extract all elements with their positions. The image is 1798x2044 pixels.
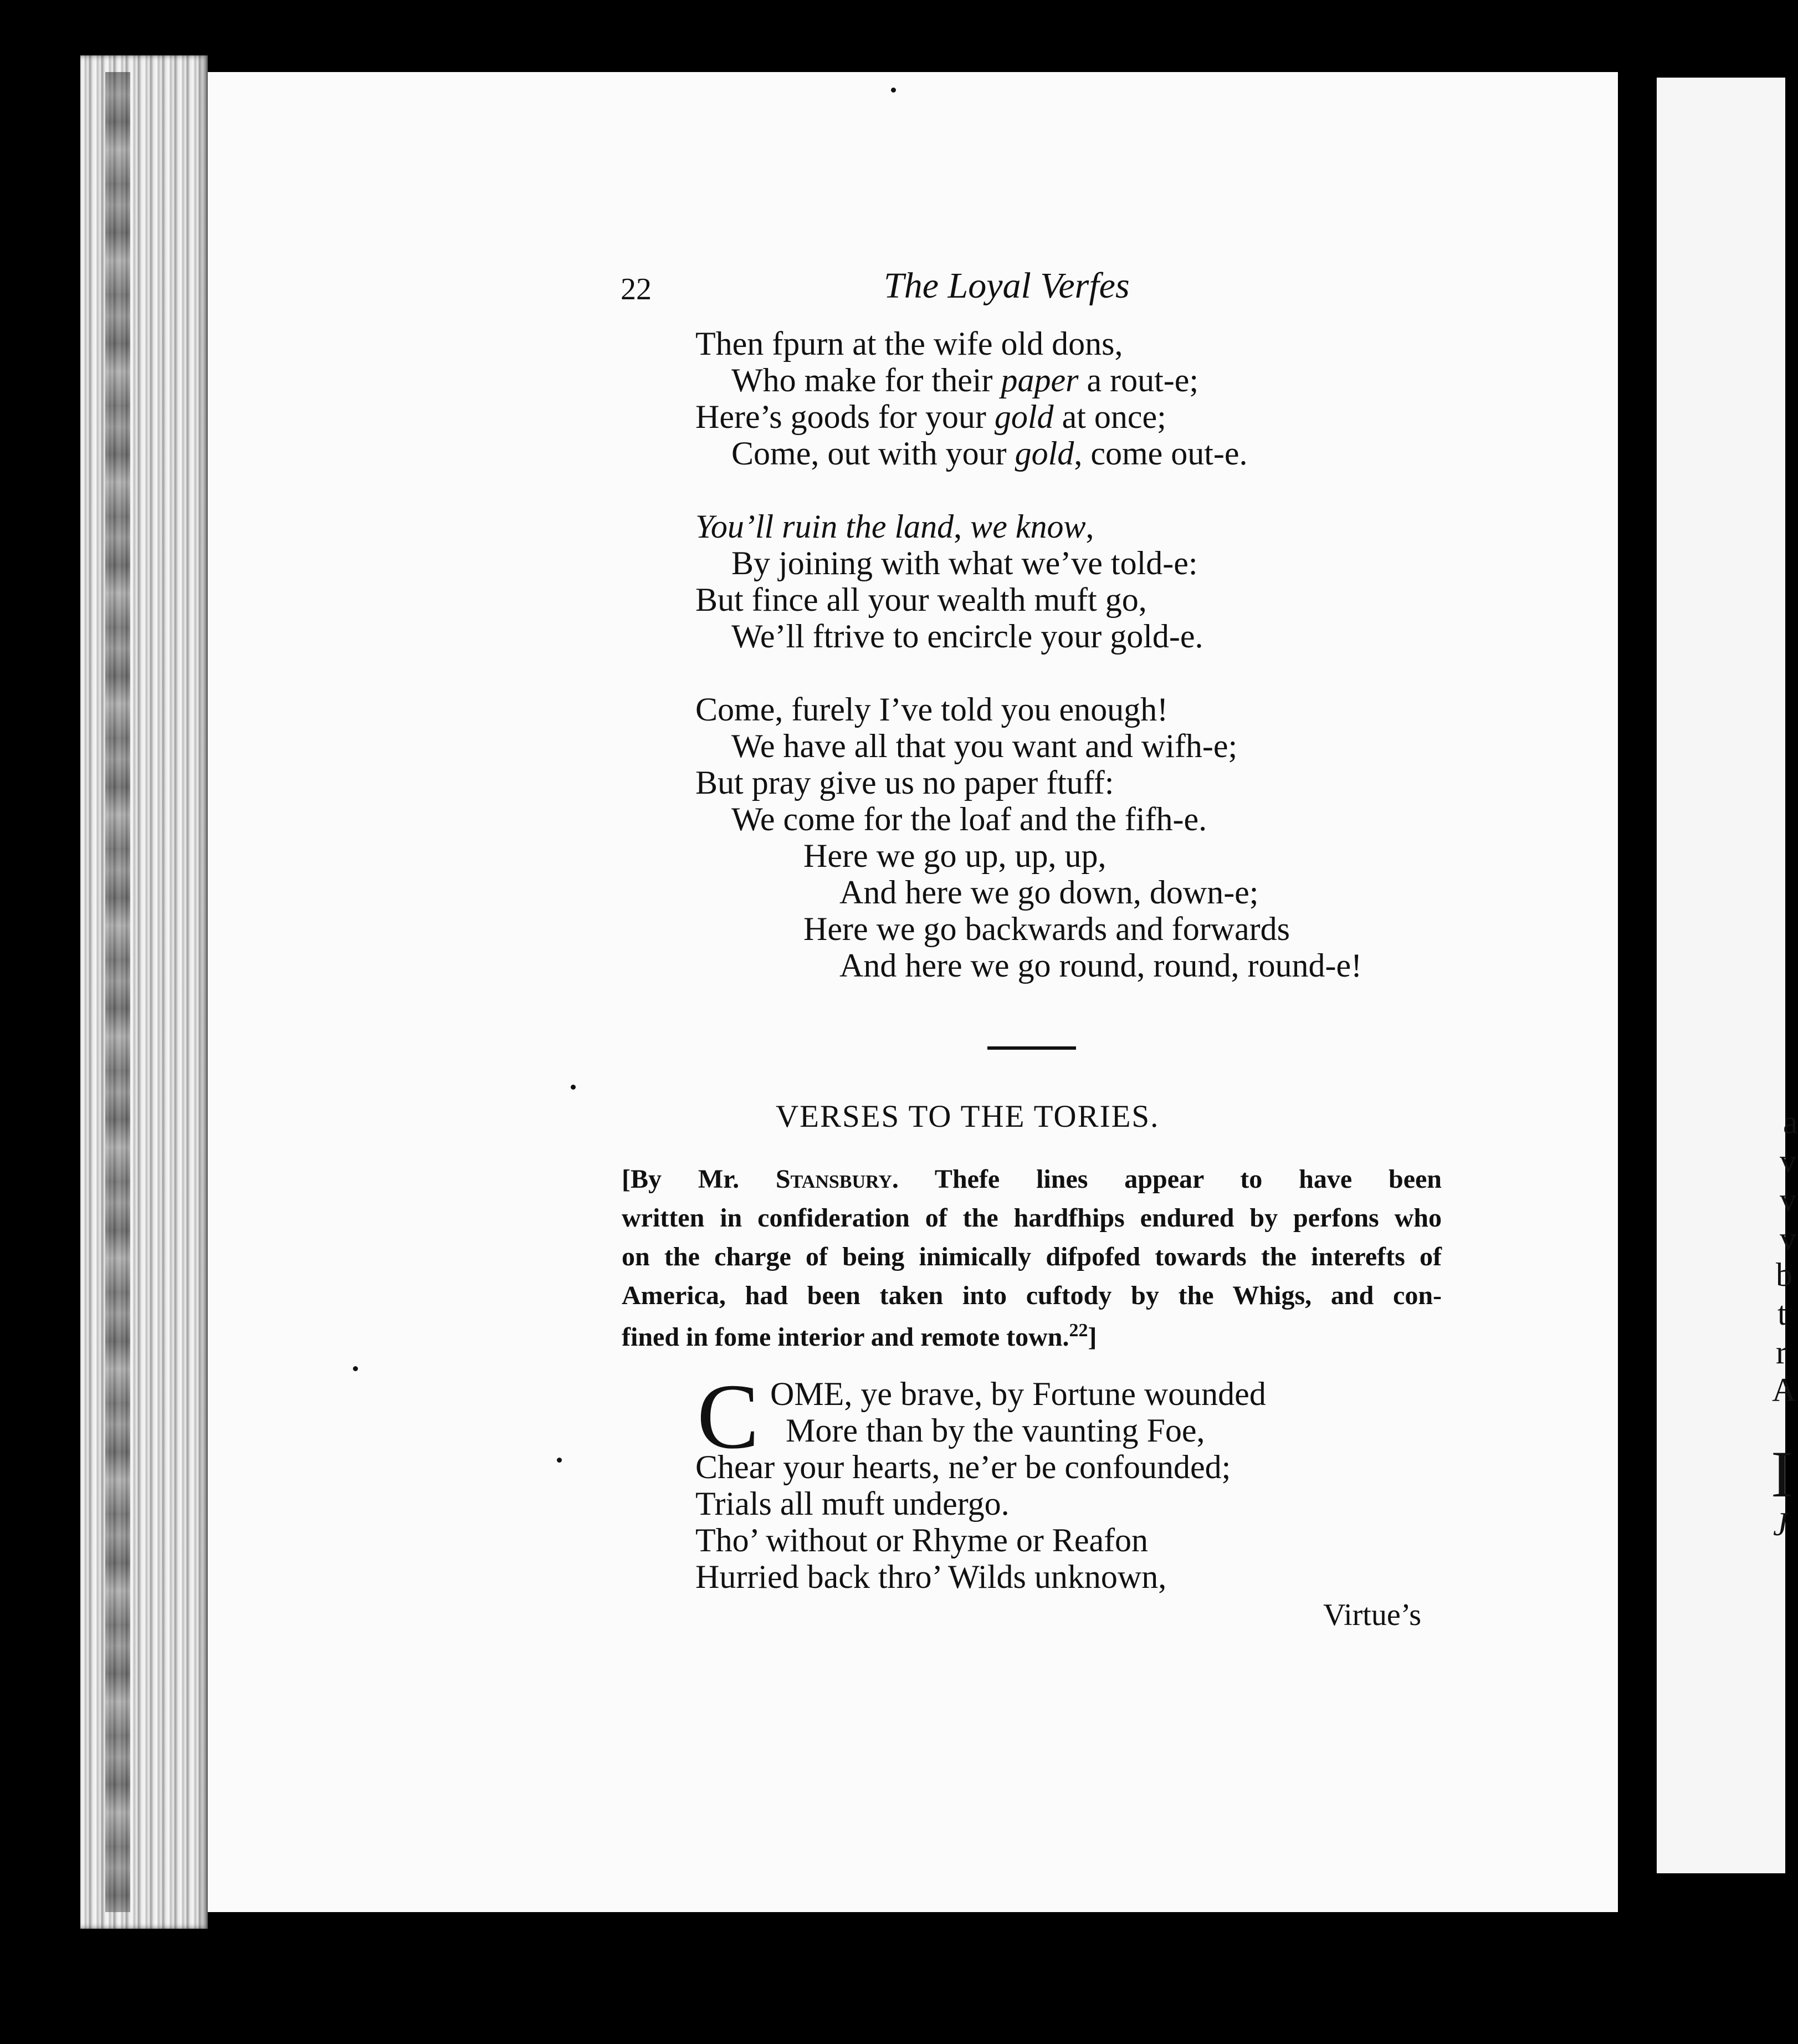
author-name: Stansbury. bbox=[775, 1164, 899, 1194]
verse-line: And here we go round, round, round-e! bbox=[839, 947, 1362, 984]
page-number: 22 bbox=[621, 272, 652, 306]
editorial-note-line: written in confideration of the hardfhips endured by perfons who bbox=[622, 1203, 1442, 1233]
verse-line: We come for the loaf and the fifh-e. bbox=[731, 801, 1207, 837]
editorial-note-line: America, had been taken into cuftody by the Whigs, and con- bbox=[622, 1281, 1442, 1310]
facing-page-fragment: J bbox=[1773, 1506, 1788, 1542]
verse-line: Come, out with your gold, come out-e. bbox=[731, 435, 1248, 472]
verse-line: Trials all muft undergo. bbox=[695, 1485, 1010, 1522]
verse-line: And here we go down, down-e; bbox=[839, 874, 1259, 911]
verse-line: We have all that you want and wifh-e; bbox=[731, 728, 1238, 764]
editorial-note-line: fined in fome interior and remote town.$^{22}$] bbox=[622, 1320, 1097, 1352]
facing-page-fragment: b bbox=[1776, 1256, 1792, 1293]
verse-line: Here’s goods for your gold at once; bbox=[695, 398, 1166, 435]
verse-line: Chear your hearts, ne’er be confounded; bbox=[695, 1449, 1231, 1485]
verse-line: But fince all your wealth muft go, bbox=[695, 581, 1147, 618]
verse-line: More than by the vaunting Foe, bbox=[786, 1412, 1205, 1449]
drop-cap: C bbox=[697, 1365, 760, 1468]
page-edge-shadow bbox=[105, 72, 130, 1912]
facing-page-fragment: v bbox=[1780, 1182, 1796, 1218]
facing-page-fragment: t bbox=[1777, 1295, 1787, 1332]
verse-line: Who make for their paper a rout-e; bbox=[731, 362, 1199, 398]
verse-line: Here we go up, up, up, bbox=[803, 837, 1107, 874]
section-title: VERSES TO THE TORIES. bbox=[776, 1099, 1160, 1134]
verse-line: OME, ye brave, by Fortune wounded bbox=[770, 1376, 1266, 1412]
facing-page-fragment: r bbox=[1776, 1334, 1787, 1371]
verse-line: Come, furely I’ve told you enough! bbox=[695, 691, 1169, 728]
catchword: Virtue’s bbox=[1323, 1598, 1422, 1632]
scan-speck bbox=[571, 1085, 576, 1090]
verse-line: Here we go backwards and forwards bbox=[803, 911, 1290, 947]
verse-line: Then fpurn at the wife old dons, bbox=[695, 325, 1123, 362]
footnote-reference: 22 bbox=[1069, 1320, 1088, 1341]
book-page-edges bbox=[80, 55, 208, 1929]
scan-speck bbox=[557, 1458, 562, 1463]
verse-line: But pray give us no paper ftuff: bbox=[695, 764, 1114, 801]
verse-line: We’ll ftrive to encircle your gold-e. bbox=[731, 618, 1203, 655]
scan-speck bbox=[891, 88, 896, 93]
facing-page-fragment: a bbox=[1783, 1104, 1798, 1141]
editorial-note-line: [By Mr. Stansbury. Thefe lines appear to have been bbox=[622, 1164, 1442, 1194]
running-head: The Loyal Verfes bbox=[884, 265, 1130, 306]
facing-page-fragment: v bbox=[1780, 1143, 1796, 1179]
facing-page-fragment: A bbox=[1772, 1372, 1796, 1408]
facing-page-fragment: v bbox=[1780, 1220, 1796, 1257]
facing-page bbox=[1657, 78, 1785, 1873]
scan-speck bbox=[353, 1366, 358, 1371]
section-divider bbox=[987, 1046, 1076, 1050]
editorial-note-line: on the charge of being inimically difpofed towards the interefts of bbox=[622, 1242, 1442, 1271]
verse-line: Hurried back thro’ Wilds unknown, bbox=[695, 1558, 1167, 1595]
verse-line: Tho’ without or Rhyme or Reafon bbox=[695, 1522, 1149, 1558]
facing-page-fragment: I bbox=[1771, 1437, 1793, 1511]
verse-line: By joining with what we’ve told-e: bbox=[731, 545, 1198, 581]
verse-line: You’ll ruin the land, we know, bbox=[695, 508, 1094, 545]
